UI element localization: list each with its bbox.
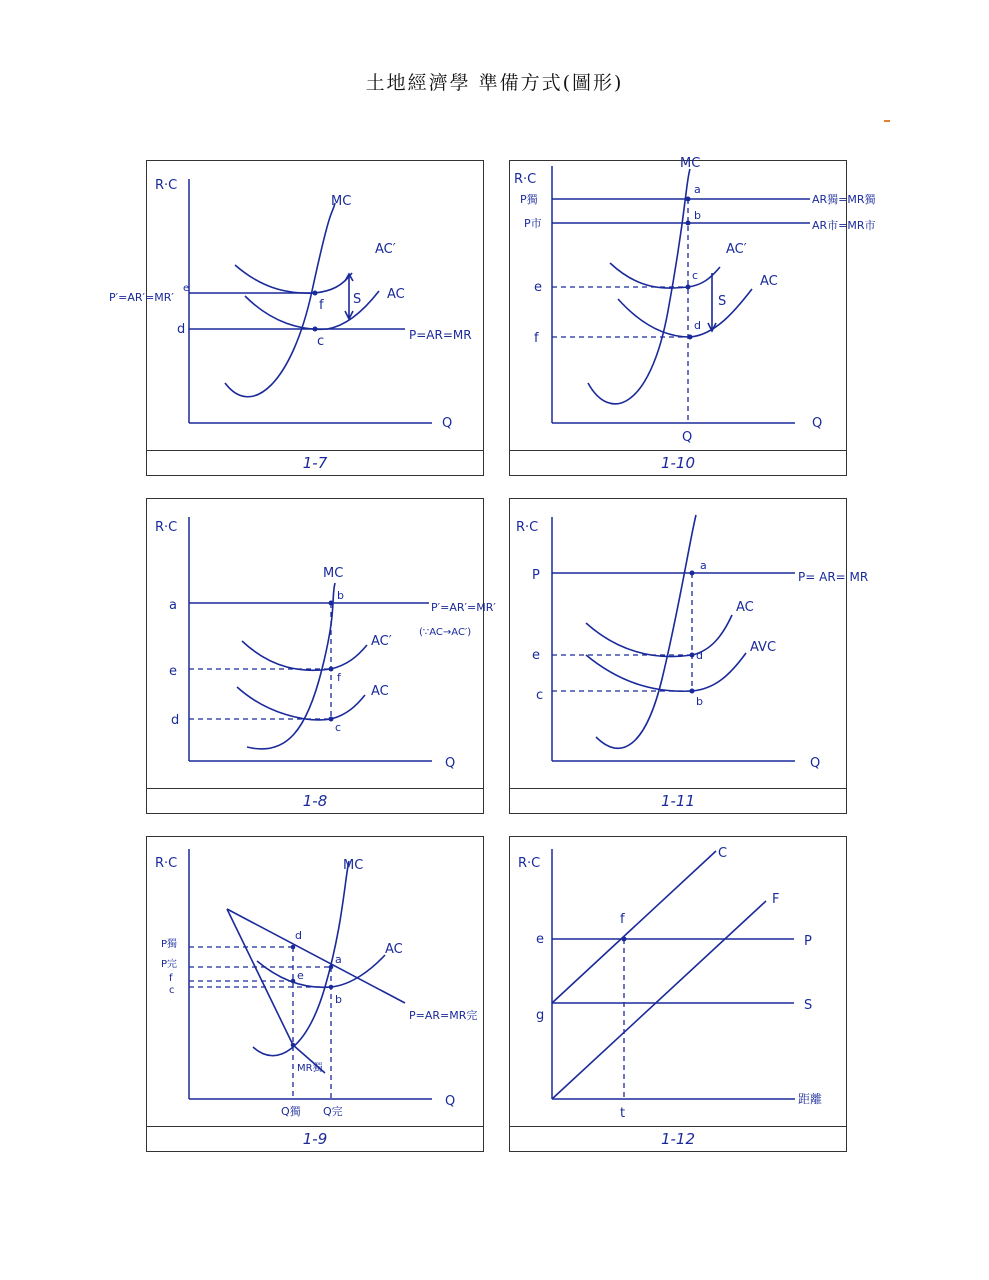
mr-label: MR獨 [297,1063,323,1074]
diagram-1-8 [146,498,496,814]
right-label: P′=AR′=MR′ [431,601,496,614]
label-d: d [177,322,186,337]
label-t: t [620,1106,626,1121]
label-s: S [718,294,727,309]
label-e: e [297,969,304,982]
diagram-1-9 [146,836,484,1152]
orange-mark [884,120,890,122]
label-b: b [337,589,344,602]
ac-curve [618,289,752,337]
label-d: d [171,713,180,728]
diagram-1-10 [509,156,876,476]
x-axis-label: Q [445,1094,456,1109]
point-b [690,689,695,694]
right-label: P=AR=MR [409,328,472,342]
diagram-1-7 [109,160,484,476]
label-d: d [295,929,302,942]
point-b [329,985,334,990]
point-d [688,335,693,340]
q1-label: Q獨 [281,1105,301,1118]
diagram-1-12-svg [510,837,848,1127]
point-f [622,937,627,942]
label-d: d [696,649,703,662]
p-top-label: P獨 [161,939,178,950]
label-d: d [694,319,701,332]
label-f: f [620,912,625,927]
left-top-label: P′=AR′=MR′ [109,291,174,304]
mc-label: MC [323,566,344,581]
point-d [690,653,695,658]
ac-label: AC [371,684,389,699]
diagram-1-11 [509,498,869,814]
ac-prime-label: AC′ [726,242,747,257]
diagram-1-9-svg [147,837,485,1127]
avc-label: AVC [750,640,777,655]
label-a: a [169,598,177,613]
ac-curve [237,687,365,720]
point-a [690,571,695,576]
ac-label: AC [760,274,778,289]
f-label: F [772,892,780,907]
x-axis-label: Q [810,756,821,771]
label-c: c [335,721,342,734]
label-a: a [335,953,342,966]
p-mid-label: P市 [524,217,542,230]
label-a: a [694,183,701,196]
p-mid-label: P完 [161,959,178,970]
caption-1-8: 1-8 [147,788,483,813]
demand-line [227,909,405,1003]
point-c [313,327,318,332]
label-p: P [532,568,540,583]
label-c: c [692,269,699,282]
right-mid-label: AR市=MR市 [812,219,876,232]
label-f: f [337,671,341,684]
point-a [329,965,334,970]
point-a [686,197,691,202]
point-mr [291,1043,296,1048]
label-b: b [696,695,703,708]
f-line [552,901,766,1099]
label-q: Q [682,430,693,445]
right-label: P= AR= MR [798,570,869,584]
p-label: P [804,934,812,949]
label-f: f [534,331,539,346]
point-f [313,291,318,296]
q2-label: Q完 [323,1105,343,1118]
diagram-1-12 [509,836,847,1152]
label-e: e [534,280,542,295]
x-axis-label: Q [442,416,453,431]
point-c [329,717,334,722]
label-c: c [536,688,544,703]
y-axis-label: R·C [516,520,539,535]
ac-prime-curve [242,641,367,670]
shift-arrow [345,274,353,319]
label-a: a [700,559,707,572]
label-e: e [183,283,190,294]
note-label: (∵AC→AC′) [419,627,472,638]
caption-1-12: 1-12 [510,1126,846,1151]
s-label: S [804,998,813,1013]
x-axis-label: Q [445,756,456,771]
label-f: f [319,298,324,313]
x-axis-label: Q [812,416,823,431]
mc-curve [588,169,690,404]
page-title: 土地經濟學 準備方式(圖形) [365,72,624,94]
label-g: g [536,1008,545,1023]
diagram-1-8-svg [147,499,496,789]
mc-label: MC [331,194,352,209]
diagram-1-11-svg [510,499,869,789]
mc-curve [596,515,696,748]
point-f [329,667,334,672]
ac-curve [586,615,732,657]
ac-prime-label: AC′ [371,634,392,649]
label-f: f [169,973,173,984]
label-b: b [335,993,342,1006]
right-label: P=AR=MR完 [409,1009,478,1022]
y-axis-label: R·C [155,520,178,535]
point-b [329,601,334,606]
caption-1-9: 1-9 [147,1126,483,1151]
label-c: c [169,985,175,996]
ac-label: AC [736,600,754,615]
label-e: e [536,932,544,947]
ac-prime-label: AC′ [375,242,396,257]
caption-1-11: 1-11 [510,788,846,813]
shift-arrow [708,273,716,331]
mr-line [227,909,325,1073]
mc-curve [247,583,335,749]
label-b: b [694,209,701,222]
ac-prime-curve [610,263,720,288]
diagram-1-7-svg [109,161,485,451]
point-e [291,979,296,984]
label-c: c [317,334,325,349]
diagram-1-10-svg [510,156,876,451]
y-axis-label: R·C [155,856,178,871]
p-top-label: P獨 [520,193,538,206]
ac-prime-curve [235,265,352,293]
ac-label: AC [385,942,403,957]
label-e: e [169,664,177,679]
ac-label: AC [387,287,405,302]
caption-1-7: 1-7 [147,450,483,475]
point-c [686,285,691,290]
y-axis-label: R·C [514,172,537,187]
c-label: C [718,846,728,861]
right-top-label: AR獨=MR獨 [812,193,876,206]
mc-label: MC [343,858,364,873]
mc-label: MC [680,156,701,171]
label-s: S [353,292,362,307]
label-e: e [532,648,540,663]
point-b [686,221,691,226]
c-line [552,851,716,1003]
x-axis-label: 距離 [798,1092,823,1106]
caption-1-10: 1-10 [510,450,846,475]
y-axis-label: R·C [155,178,178,193]
point-d [291,945,296,950]
y-axis-label: R·C [518,856,541,871]
